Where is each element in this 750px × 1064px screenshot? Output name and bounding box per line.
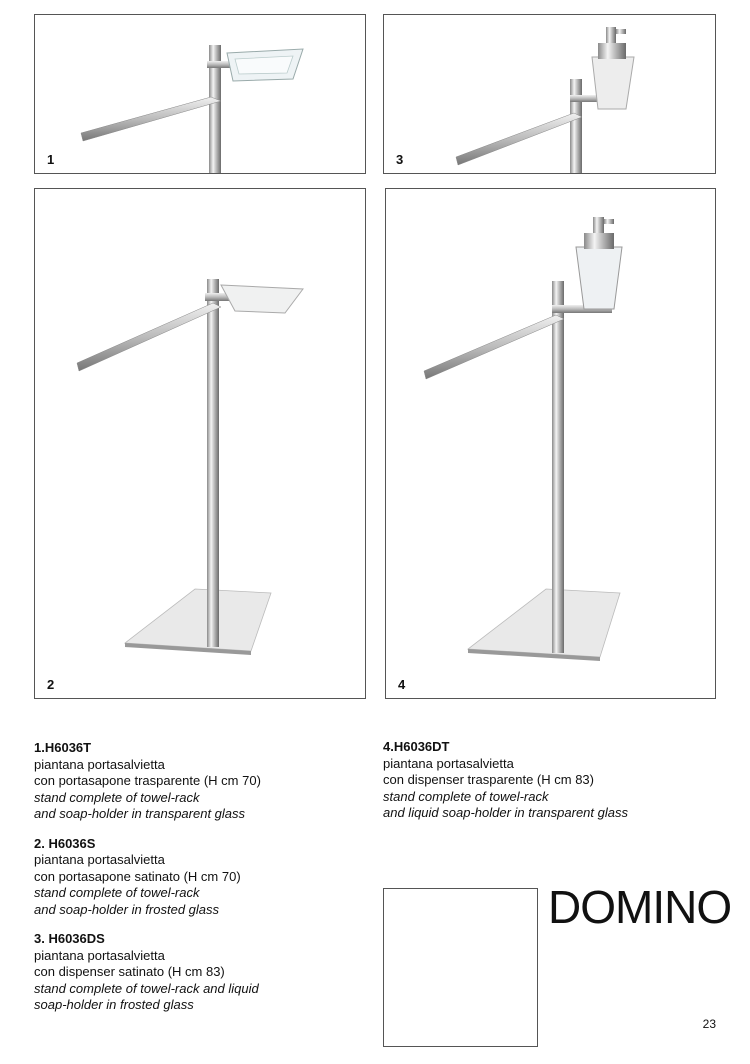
product-code: 3. H6036DS	[34, 931, 105, 946]
product-entry-3	[34, 931, 354, 1014]
english-line-1: stand complete of towel-rack	[34, 885, 200, 900]
english-line-1: stand complete of towel-rack	[383, 788, 549, 804]
product-entry-1	[34, 740, 354, 823]
towel-stand-dispenser-drawing	[384, 15, 716, 174]
towel-stand-soap-holder-drawing	[35, 15, 366, 174]
brand-logo: DOMINO	[548, 881, 732, 933]
towel-stand-dispenser-drawing	[386, 189, 716, 699]
english-line-1: stand complete of towel-rack	[34, 789, 200, 805]
figure-number: 1	[47, 152, 55, 167]
product-code: 2. H6036S	[34, 835, 96, 851]
product-image-4	[385, 188, 716, 699]
italian-line-1: piantana portasalvietta	[34, 852, 165, 867]
product-entry-4	[383, 739, 723, 822]
product-image-2	[34, 188, 366, 699]
product-descriptions-left	[34, 740, 354, 1027]
empty-box	[383, 888, 538, 1047]
italian-line-1: piantana portasalvietta	[34, 756, 165, 772]
page-number: 23	[702, 1017, 716, 1031]
italian-line-1: piantana portasalvietta	[383, 755, 514, 771]
figure-number: 4	[398, 677, 406, 692]
figure-number: 2	[47, 677, 55, 692]
product-entry-2	[34, 836, 354, 919]
italian-line-2: con portasapone satinato (H cm 70)	[34, 868, 241, 884]
product-code: 4.H6036DT	[383, 739, 450, 754]
english-line-1: stand complete of towel-rack and liquid	[34, 980, 259, 996]
italian-line-1: piantana portasalvietta	[34, 947, 165, 963]
english-line-2: and soap-holder in transparent glass	[34, 806, 246, 821]
towel-stand-soap-holder-drawing	[35, 189, 366, 699]
italian-line-2: con portasapone trasparente (H cm 70)	[34, 773, 261, 788]
italian-line-2: con dispenser satinato (H cm 83)	[34, 964, 225, 979]
english-line-2: and soap-holder in frosted glass	[34, 901, 220, 917]
product-image-1	[34, 14, 366, 174]
figure-number: 3	[396, 152, 404, 167]
product-code: 1.H6036T	[34, 740, 92, 755]
product-image-3	[383, 14, 716, 174]
english-line-2: soap-holder in frosted glass	[34, 997, 194, 1012]
italian-line-2: con dispenser trasparente (H cm 83)	[383, 772, 594, 787]
english-line-2: and liquid soap-holder in transparent glass	[383, 805, 628, 820]
